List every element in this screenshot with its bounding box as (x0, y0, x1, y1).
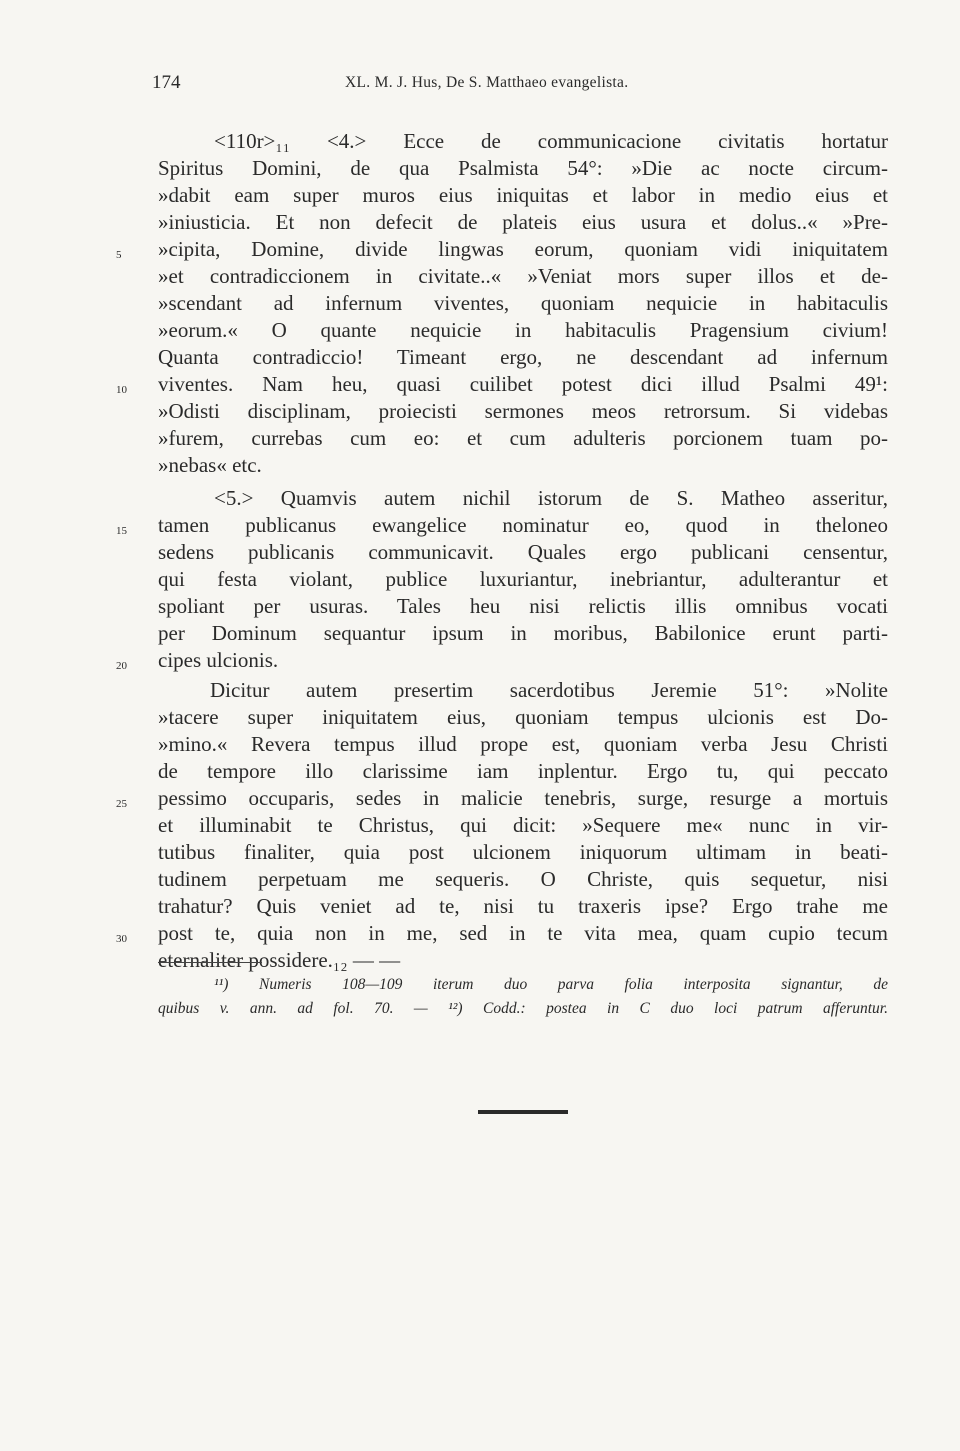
line-text: <5.> Quamvis autem nichil istorum de S. Matheo asseritur, (214, 486, 888, 510)
line-text: »Odisti disciplinam, proiecisti sermones meos retrorsum. Si videbas (158, 399, 888, 423)
text-line (0, 539, 960, 566)
line-text: »iniusticia. Et non defecit de plateis eius usura et dolus..« »Pre- (158, 210, 888, 234)
text-line (0, 593, 960, 620)
page-header (0, 72, 960, 102)
text-line (0, 371, 960, 398)
line-text: sedens publicanis communicavit. Quales ergo publicani censentur, (158, 540, 888, 564)
text-line (0, 485, 960, 512)
text-line (0, 263, 960, 290)
line-text: trahatur? Quis veniet ad te, nisi tu traxeris ipse? Ergo trahe me (158, 894, 888, 918)
line-text: tudinem perpetuam me sequeris. O Christe, quis sequetur, nisi (158, 867, 888, 891)
line-text: »cipita, Domine, divide lingwas eorum, quoniam vidi iniquitatem (158, 237, 888, 261)
text-line (0, 398, 960, 425)
text-line (0, 182, 960, 209)
line-text: »dabit eam super muros eius iniquitas et labor in medio eius et (158, 183, 888, 207)
text-line (0, 452, 960, 479)
text-line (0, 566, 960, 593)
line-text: »eorum.« O quante nequicie in habitaculis Pragensium civium! (158, 318, 888, 342)
line-number: 10 (116, 384, 127, 396)
line-text: eternaliter possidere.₁₂ — — (158, 948, 401, 972)
line-text: qui festa violant, publice luxuriantur, inebriantur, adulterantur et (158, 567, 888, 591)
footnote-separator (158, 962, 262, 963)
line-text: Spiritus Domini, de qua Psalmista 54°: »Die ac nocte circum- (158, 156, 888, 180)
footnote-text: ¹¹) Numeris 108—109 iterum duo parva folia interposita signantur, de (214, 976, 888, 993)
page-number: 174 (152, 72, 181, 93)
text-line (0, 812, 960, 839)
text-line (0, 236, 960, 263)
line-text: »nebas« etc. (158, 453, 262, 477)
line-text: »et contradiccionem in civitate..« »Veniat mors super illos et de- (158, 264, 888, 288)
footnote-line (0, 973, 960, 997)
text-line (0, 839, 960, 866)
line-text: »mino.« Revera tempus illud prope est, quoniam verba Jesu Christi (158, 732, 888, 756)
text-line (0, 512, 960, 539)
text-line (0, 209, 960, 236)
text-line (0, 677, 960, 704)
line-number: 30 (116, 933, 127, 945)
line-text: Dicitur autem presertim sacerdotibus Jeremie 51°: »Nolite (210, 678, 888, 702)
line-text: »scendant ad infernum viventes, quoniam nequicie in habitaculis (158, 291, 888, 315)
line-number: 5 (116, 249, 122, 261)
text-line (0, 731, 960, 758)
text-line (0, 920, 960, 947)
line-text: viventes. Nam heu, quasi cuilibet potest dici illud Psalmi 49¹: (158, 372, 888, 396)
line-text: de tempore illo clarissime iam inplentur. Ergo tu, qui peccato (158, 759, 888, 783)
line-number: 20 (116, 660, 127, 672)
text-line (0, 704, 960, 731)
text-line (0, 620, 960, 647)
text-line (0, 947, 960, 974)
footnote-line (0, 997, 960, 1021)
text-line (0, 317, 960, 344)
text-line (0, 128, 960, 155)
line-number: 15 (116, 525, 127, 537)
running-title: XL. M. J. Hus, De S. Matthaeo evangelista. (345, 74, 629, 91)
text-line (0, 893, 960, 920)
end-ornament-rule (478, 1110, 568, 1114)
line-text: »furem, currebas cum eo: et cum adulteris porcionem tuam po- (158, 426, 888, 450)
line-number: 25 (116, 798, 127, 810)
line-text: »tacere super iniquitatem eius, quoniam tempus ulcionis est Do- (158, 705, 888, 729)
text-line (0, 866, 960, 893)
line-text: per Dominum sequantur ipsum in moribus, Babilonice erunt parti- (158, 621, 888, 645)
text-line (0, 785, 960, 812)
line-text: <110r>₁₁ <4.> Ecce de communicacione civitatis hortatur (214, 129, 888, 153)
text-line (0, 647, 960, 674)
text-line (0, 758, 960, 785)
line-text: pessimo occuparis, sedes in malicie tenebris, surge, resurge a mortuis (158, 786, 888, 810)
line-text: spoliant per usuras. Tales heu nisi relictis illis omnibus vocati (158, 594, 888, 618)
text-line (0, 155, 960, 182)
line-text: post te, quia non in me, sed in te vita mea, quam cupio tecum (158, 921, 888, 945)
text-line (0, 290, 960, 317)
text-line (0, 425, 960, 452)
line-text: cipes ulcionis. (158, 648, 279, 672)
line-text: Quanta contradiccio! Timeant ergo, ne descendant ad infernum (158, 345, 888, 369)
line-text: tamen publicanus ewangelice nominatur eo, quod in theloneo (158, 513, 888, 537)
line-text: tutibus finaliter, quia post ulcionem iniquorum ultimam in beati- (158, 840, 888, 864)
line-text: et illuminabit te Christus, qui dicit: »Sequere me« nunc in vir- (158, 813, 888, 837)
text-line (0, 344, 960, 371)
footnote-text: quibus v. ann. ad fol. 70. — ¹²) Codd.: postea in C duo loci patrum afferuntur. (158, 1000, 888, 1017)
